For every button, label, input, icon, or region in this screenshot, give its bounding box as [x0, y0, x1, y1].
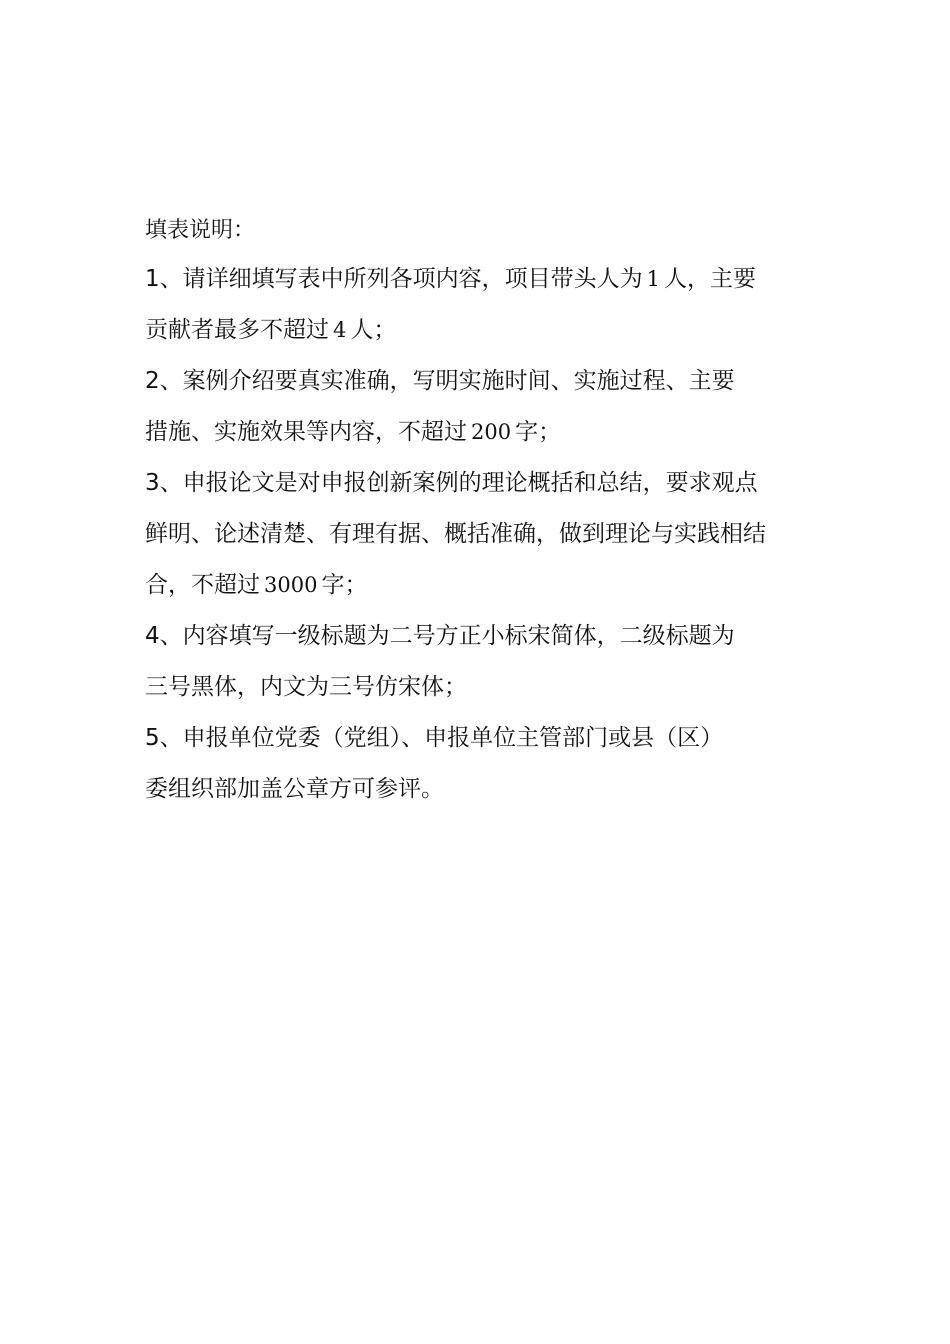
instruction-item-2 — [145, 356, 825, 458]
instruction-3-line-1: 3、申报论文是对申报创新案例的理论概括和总结，要求观点 — [145, 470, 758, 496]
instruction-3-text-b: 字； — [321, 572, 368, 598]
instruction-1-text-c: 贡献者最多不超过 — [145, 317, 329, 343]
instruction-3-line-2: 鲜明、论述清楚、有理有据、概括准确，做到理论与实践相结 — [145, 521, 766, 547]
instructions-title: 填表说明： — [145, 218, 256, 243]
instruction-1-text-b: 人，主要 — [664, 266, 757, 292]
instruction-5-line-1: 5、申报单位党委（党组）、申报单位主管部门或县（区） — [145, 725, 724, 751]
instruction-1-text-d: 人； — [350, 317, 397, 343]
instruction-1-line-1 — [145, 254, 825, 305]
instruction-3-number-words: 3000 — [264, 573, 318, 597]
instruction-4-line-1: 4、内容填写一级标题为二号方正小标宋简体，二级标题为 — [145, 623, 735, 649]
instruction-2-line-2 — [145, 407, 825, 458]
instruction-3-text-a: 合，不超过 — [145, 572, 260, 598]
instruction-2-line-1: 2、案例介绍要真实准确，写明实施时间、实施过程、主要 — [145, 368, 735, 394]
instruction-2-text-a: 措施、实施效果等内容，不超过 — [145, 419, 467, 445]
instruction-3-line-3 — [145, 560, 825, 611]
instruction-item-5 — [145, 713, 825, 815]
instruction-item-1 — [145, 254, 825, 356]
instruction-2-number-words: 200 — [471, 420, 512, 444]
instructions-section — [145, 207, 825, 815]
instruction-1-number-contributors: 4 — [333, 318, 347, 342]
instruction-item-3 — [145, 458, 825, 611]
instruction-1-number-leader: 1 — [646, 267, 661, 291]
instruction-2-text-b: 字； — [515, 419, 562, 445]
instruction-4-line-2: 三号黑体，内文为三号仿宋体； — [145, 674, 467, 700]
instruction-item-4 — [145, 611, 825, 713]
instruction-1-text-a: 1、请详细填写表中所列各项内容，项目带头人为 — [145, 266, 643, 292]
instruction-5-line-2: 委组织部加盖公章方可参评。 — [145, 776, 444, 802]
instruction-1-line-2 — [145, 305, 825, 356]
